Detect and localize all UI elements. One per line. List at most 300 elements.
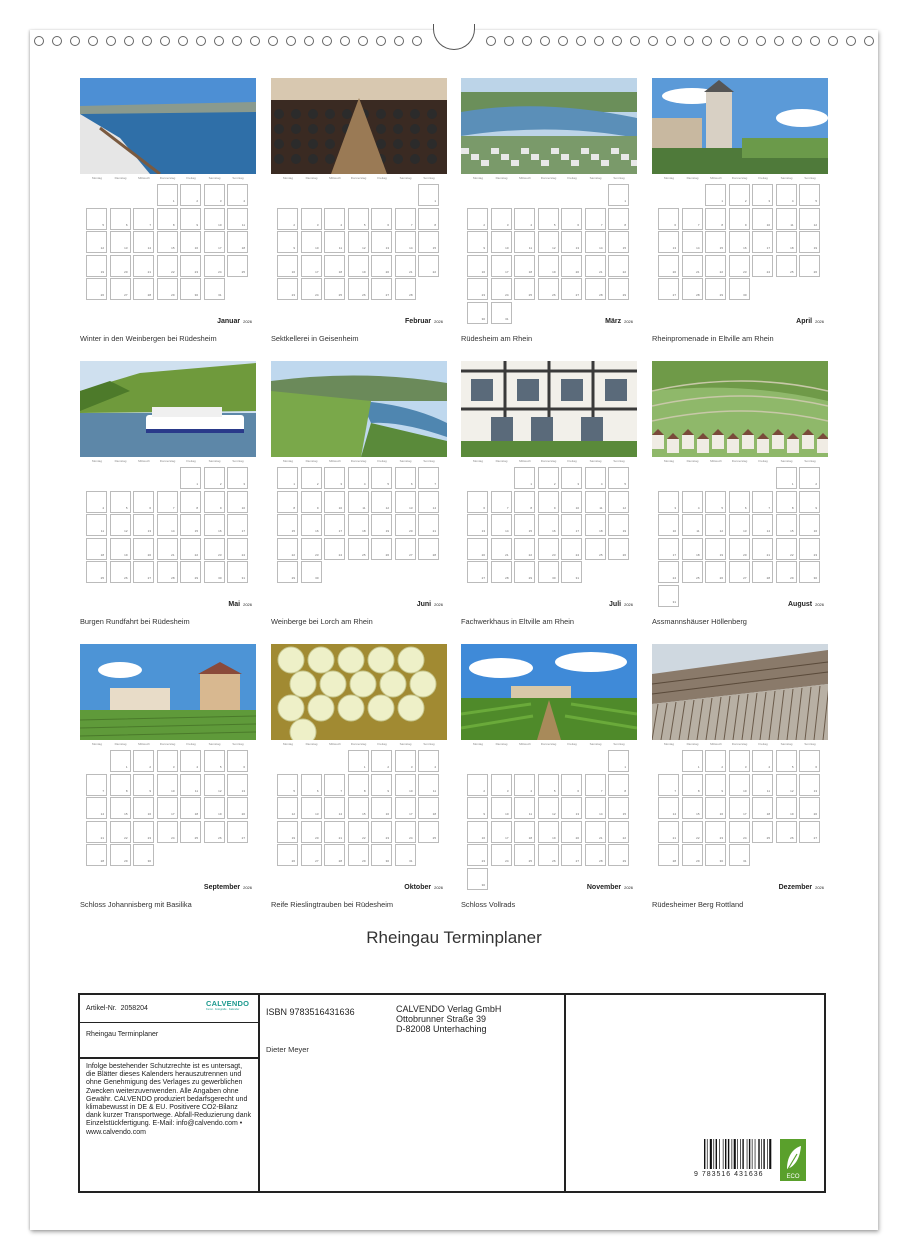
day-cell[interactable] (752, 797, 773, 819)
day-cell[interactable] (491, 844, 512, 866)
day-cell[interactable] (658, 774, 679, 796)
day-cell[interactable] (752, 208, 773, 230)
day-cell[interactable] (110, 844, 131, 866)
day-cell[interactable] (348, 797, 369, 819)
day-cell[interactable] (491, 774, 512, 796)
day-cell[interactable] (110, 231, 131, 253)
day-cell[interactable] (705, 231, 726, 253)
day-cell[interactable] (348, 750, 369, 772)
day-cell[interactable] (180, 514, 201, 536)
day-cell[interactable] (514, 278, 535, 300)
day-cell[interactable] (799, 774, 820, 796)
day-cell[interactable] (705, 821, 726, 843)
day-cell[interactable] (324, 491, 345, 513)
day-cell[interactable] (371, 491, 392, 513)
day-cell[interactable] (799, 797, 820, 819)
day-cell[interactable] (682, 797, 703, 819)
day-cell[interactable] (86, 538, 107, 560)
day-cell[interactable] (729, 844, 750, 866)
day-cell[interactable] (658, 278, 679, 300)
day-cell[interactable] (418, 231, 439, 253)
day-cell[interactable] (418, 514, 439, 536)
day-cell[interactable] (324, 797, 345, 819)
day-cell[interactable] (180, 255, 201, 277)
day-cell[interactable] (301, 561, 322, 583)
day-cell[interactable] (658, 231, 679, 253)
day-cell[interactable] (418, 491, 439, 513)
day-cell[interactable] (371, 844, 392, 866)
day-cell[interactable] (157, 491, 178, 513)
day-cell[interactable] (277, 491, 298, 513)
day-cell[interactable] (133, 538, 154, 560)
day-cell[interactable] (324, 208, 345, 230)
day-cell[interactable] (324, 844, 345, 866)
day-cell[interactable] (157, 774, 178, 796)
day-cell[interactable] (514, 208, 535, 230)
day-cell[interactable] (561, 231, 582, 253)
day-cell[interactable] (561, 255, 582, 277)
day-cell[interactable] (157, 231, 178, 253)
day-cell[interactable] (585, 491, 606, 513)
day-cell[interactable] (752, 231, 773, 253)
day-cell[interactable] (682, 491, 703, 513)
day-cell[interactable] (682, 844, 703, 866)
day-cell[interactable] (277, 774, 298, 796)
day-cell[interactable] (133, 278, 154, 300)
day-cell[interactable] (204, 208, 225, 230)
day-cell[interactable] (682, 821, 703, 843)
day-cell[interactable] (799, 514, 820, 536)
day-cell[interactable] (418, 208, 439, 230)
day-cell[interactable] (776, 538, 797, 560)
day-cell[interactable] (729, 821, 750, 843)
day-cell[interactable] (514, 561, 535, 583)
day-cell[interactable] (277, 278, 298, 300)
day-cell[interactable] (395, 231, 416, 253)
day-cell[interactable] (585, 844, 606, 866)
day-cell[interactable] (395, 750, 416, 772)
day-cell[interactable] (467, 774, 488, 796)
day-cell[interactable] (514, 514, 535, 536)
day-cell[interactable] (227, 821, 248, 843)
day-cell[interactable] (227, 208, 248, 230)
day-cell[interactable] (608, 184, 629, 206)
day-cell[interactable] (395, 514, 416, 536)
day-cell[interactable] (157, 278, 178, 300)
day-cell[interactable] (204, 514, 225, 536)
day-cell[interactable] (348, 491, 369, 513)
day-cell[interactable] (418, 750, 439, 772)
day-cell[interactable] (561, 821, 582, 843)
day-cell[interactable] (204, 231, 225, 253)
day-cell[interactable] (491, 208, 512, 230)
day-cell[interactable] (776, 491, 797, 513)
day-cell[interactable] (395, 821, 416, 843)
day-cell[interactable] (204, 278, 225, 300)
day-cell[interactable] (180, 750, 201, 772)
day-cell[interactable] (799, 184, 820, 206)
day-cell[interactable] (752, 774, 773, 796)
day-cell[interactable] (133, 750, 154, 772)
day-cell[interactable] (348, 231, 369, 253)
day-cell[interactable] (561, 514, 582, 536)
day-cell[interactable] (585, 255, 606, 277)
day-cell[interactable] (180, 184, 201, 206)
day-cell[interactable] (371, 538, 392, 560)
day-cell[interactable] (658, 797, 679, 819)
day-cell[interactable] (301, 844, 322, 866)
day-cell[interactable] (157, 514, 178, 536)
day-cell[interactable] (110, 278, 131, 300)
day-cell[interactable] (227, 797, 248, 819)
day-cell[interactable] (729, 538, 750, 560)
day-cell[interactable] (682, 278, 703, 300)
day-cell[interactable] (799, 821, 820, 843)
day-cell[interactable] (608, 278, 629, 300)
day-cell[interactable] (682, 514, 703, 536)
day-cell[interactable] (277, 561, 298, 583)
day-cell[interactable] (301, 514, 322, 536)
day-cell[interactable] (682, 561, 703, 583)
day-cell[interactable] (799, 538, 820, 560)
day-cell[interactable] (467, 255, 488, 277)
day-cell[interactable] (682, 538, 703, 560)
day-cell[interactable] (776, 797, 797, 819)
day-cell[interactable] (395, 774, 416, 796)
day-cell[interactable] (491, 561, 512, 583)
day-cell[interactable] (110, 774, 131, 796)
day-cell[interactable] (371, 467, 392, 489)
day-cell[interactable] (729, 184, 750, 206)
day-cell[interactable] (227, 467, 248, 489)
day-cell[interactable] (705, 797, 726, 819)
day-cell[interactable] (371, 231, 392, 253)
day-cell[interactable] (204, 184, 225, 206)
day-cell[interactable] (799, 750, 820, 772)
day-cell[interactable] (467, 538, 488, 560)
day-cell[interactable] (514, 491, 535, 513)
day-cell[interactable] (324, 774, 345, 796)
day-cell[interactable] (538, 208, 559, 230)
day-cell[interactable] (277, 255, 298, 277)
day-cell[interactable] (514, 844, 535, 866)
day-cell[interactable] (561, 561, 582, 583)
day-cell[interactable] (561, 208, 582, 230)
day-cell[interactable] (157, 797, 178, 819)
day-cell[interactable] (133, 491, 154, 513)
day-cell[interactable] (133, 797, 154, 819)
day-cell[interactable] (277, 844, 298, 866)
day-cell[interactable] (705, 491, 726, 513)
day-cell[interactable] (491, 538, 512, 560)
day-cell[interactable] (608, 538, 629, 560)
day-cell[interactable] (752, 821, 773, 843)
day-cell[interactable] (467, 231, 488, 253)
day-cell[interactable] (277, 231, 298, 253)
day-cell[interactable] (371, 278, 392, 300)
day-cell[interactable] (776, 514, 797, 536)
day-cell[interactable] (561, 278, 582, 300)
day-cell[interactable] (776, 561, 797, 583)
day-cell[interactable] (227, 491, 248, 513)
day-cell[interactable] (301, 491, 322, 513)
day-cell[interactable] (301, 774, 322, 796)
day-cell[interactable] (371, 514, 392, 536)
day-cell[interactable] (705, 561, 726, 583)
day-cell[interactable] (395, 797, 416, 819)
day-cell[interactable] (608, 774, 629, 796)
day-cell[interactable] (561, 774, 582, 796)
day-cell[interactable] (133, 821, 154, 843)
day-cell[interactable] (348, 514, 369, 536)
day-cell[interactable] (514, 797, 535, 819)
day-cell[interactable] (729, 774, 750, 796)
day-cell[interactable] (324, 255, 345, 277)
day-cell[interactable] (227, 561, 248, 583)
day-cell[interactable] (491, 797, 512, 819)
day-cell[interactable] (157, 208, 178, 230)
day-cell[interactable] (585, 774, 606, 796)
day-cell[interactable] (608, 797, 629, 819)
day-cell[interactable] (705, 208, 726, 230)
day-cell[interactable] (538, 821, 559, 843)
day-cell[interactable] (180, 797, 201, 819)
day-cell[interactable] (180, 208, 201, 230)
day-cell[interactable] (776, 255, 797, 277)
day-cell[interactable] (133, 561, 154, 583)
day-cell[interactable] (301, 467, 322, 489)
day-cell[interactable] (658, 514, 679, 536)
day-cell[interactable] (86, 491, 107, 513)
day-cell[interactable] (371, 797, 392, 819)
day-cell[interactable] (538, 231, 559, 253)
day-cell[interactable] (86, 514, 107, 536)
day-cell[interactable] (348, 278, 369, 300)
day-cell[interactable] (799, 561, 820, 583)
day-cell[interactable] (418, 821, 439, 843)
day-cell[interactable] (729, 231, 750, 253)
day-cell[interactable] (348, 467, 369, 489)
day-cell[interactable] (277, 797, 298, 819)
day-cell[interactable] (514, 467, 535, 489)
day-cell[interactable] (86, 774, 107, 796)
day-cell[interactable] (157, 255, 178, 277)
day-cell[interactable] (86, 255, 107, 277)
day-cell[interactable] (180, 467, 201, 489)
day-cell[interactable] (467, 278, 488, 300)
day-cell[interactable] (86, 208, 107, 230)
day-cell[interactable] (110, 750, 131, 772)
day-cell[interactable] (395, 255, 416, 277)
day-cell[interactable] (658, 255, 679, 277)
day-cell[interactable] (752, 184, 773, 206)
day-cell[interactable] (204, 750, 225, 772)
day-cell[interactable] (729, 797, 750, 819)
day-cell[interactable] (133, 208, 154, 230)
day-cell[interactable] (682, 750, 703, 772)
day-cell[interactable] (705, 255, 726, 277)
day-cell[interactable] (204, 538, 225, 560)
day-cell[interactable] (227, 184, 248, 206)
day-cell[interactable] (157, 561, 178, 583)
day-cell[interactable] (585, 797, 606, 819)
day-cell[interactable] (418, 797, 439, 819)
day-cell[interactable] (608, 514, 629, 536)
day-cell[interactable] (752, 561, 773, 583)
day-cell[interactable] (491, 514, 512, 536)
day-cell[interactable] (86, 278, 107, 300)
day-cell[interactable] (301, 278, 322, 300)
day-cell[interactable] (348, 821, 369, 843)
day-cell[interactable] (799, 467, 820, 489)
day-cell[interactable] (348, 844, 369, 866)
day-cell[interactable] (301, 255, 322, 277)
day-cell[interactable] (204, 774, 225, 796)
day-cell[interactable] (776, 467, 797, 489)
day-cell[interactable] (491, 302, 512, 324)
day-cell[interactable] (227, 514, 248, 536)
day-cell[interactable] (658, 821, 679, 843)
day-cell[interactable] (86, 844, 107, 866)
day-cell[interactable] (538, 491, 559, 513)
day-cell[interactable] (729, 750, 750, 772)
day-cell[interactable] (301, 538, 322, 560)
day-cell[interactable] (585, 514, 606, 536)
day-cell[interactable] (86, 797, 107, 819)
day-cell[interactable] (799, 255, 820, 277)
day-cell[interactable] (608, 467, 629, 489)
day-cell[interactable] (301, 797, 322, 819)
day-cell[interactable] (348, 538, 369, 560)
day-cell[interactable] (86, 561, 107, 583)
day-cell[interactable] (799, 491, 820, 513)
day-cell[interactable] (324, 538, 345, 560)
day-cell[interactable] (729, 491, 750, 513)
day-cell[interactable] (324, 467, 345, 489)
day-cell[interactable] (324, 821, 345, 843)
day-cell[interactable] (658, 844, 679, 866)
day-cell[interactable] (110, 821, 131, 843)
day-cell[interactable] (491, 231, 512, 253)
day-cell[interactable] (776, 774, 797, 796)
day-cell[interactable] (705, 750, 726, 772)
day-cell[interactable] (658, 208, 679, 230)
day-cell[interactable] (538, 797, 559, 819)
day-cell[interactable] (133, 231, 154, 253)
day-cell[interactable] (348, 208, 369, 230)
day-cell[interactable] (538, 255, 559, 277)
day-cell[interactable] (371, 208, 392, 230)
day-cell[interactable] (682, 774, 703, 796)
day-cell[interactable] (133, 514, 154, 536)
day-cell[interactable] (277, 208, 298, 230)
day-cell[interactable] (204, 467, 225, 489)
day-cell[interactable] (110, 491, 131, 513)
day-cell[interactable] (371, 821, 392, 843)
day-cell[interactable] (227, 750, 248, 772)
day-cell[interactable] (561, 538, 582, 560)
day-cell[interactable] (752, 538, 773, 560)
day-cell[interactable] (133, 844, 154, 866)
day-cell[interactable] (277, 538, 298, 560)
day-cell[interactable] (561, 491, 582, 513)
day-cell[interactable] (395, 278, 416, 300)
day-cell[interactable] (776, 821, 797, 843)
day-cell[interactable] (608, 844, 629, 866)
day-cell[interactable] (514, 774, 535, 796)
day-cell[interactable] (752, 750, 773, 772)
day-cell[interactable] (86, 231, 107, 253)
day-cell[interactable] (608, 255, 629, 277)
day-cell[interactable] (277, 467, 298, 489)
day-cell[interactable] (729, 561, 750, 583)
day-cell[interactable] (538, 278, 559, 300)
day-cell[interactable] (752, 255, 773, 277)
day-cell[interactable] (682, 255, 703, 277)
day-cell[interactable] (799, 231, 820, 253)
day-cell[interactable] (682, 231, 703, 253)
day-cell[interactable] (395, 844, 416, 866)
day-cell[interactable] (157, 538, 178, 560)
day-cell[interactable] (227, 231, 248, 253)
day-cell[interactable] (371, 255, 392, 277)
day-cell[interactable] (180, 278, 201, 300)
day-cell[interactable] (180, 561, 201, 583)
day-cell[interactable] (561, 797, 582, 819)
day-cell[interactable] (561, 467, 582, 489)
day-cell[interactable] (180, 231, 201, 253)
day-cell[interactable] (585, 208, 606, 230)
day-cell[interactable] (467, 514, 488, 536)
day-cell[interactable] (776, 208, 797, 230)
day-cell[interactable] (658, 491, 679, 513)
day-cell[interactable] (180, 538, 201, 560)
day-cell[interactable] (418, 538, 439, 560)
day-cell[interactable] (585, 821, 606, 843)
day-cell[interactable] (418, 184, 439, 206)
day-cell[interactable] (157, 821, 178, 843)
day-cell[interactable] (705, 184, 726, 206)
day-cell[interactable] (585, 467, 606, 489)
day-cell[interactable] (776, 231, 797, 253)
day-cell[interactable] (467, 302, 488, 324)
day-cell[interactable] (180, 774, 201, 796)
day-cell[interactable] (585, 278, 606, 300)
day-cell[interactable] (301, 208, 322, 230)
day-cell[interactable] (204, 821, 225, 843)
day-cell[interactable] (204, 255, 225, 277)
day-cell[interactable] (418, 255, 439, 277)
day-cell[interactable] (277, 514, 298, 536)
day-cell[interactable] (729, 255, 750, 277)
day-cell[interactable] (705, 844, 726, 866)
day-cell[interactable] (324, 278, 345, 300)
day-cell[interactable] (277, 821, 298, 843)
day-cell[interactable] (799, 208, 820, 230)
day-cell[interactable] (133, 774, 154, 796)
day-cell[interactable] (467, 844, 488, 866)
day-cell[interactable] (467, 491, 488, 513)
day-cell[interactable] (395, 208, 416, 230)
day-cell[interactable] (110, 514, 131, 536)
day-cell[interactable] (467, 868, 488, 890)
day-cell[interactable] (371, 774, 392, 796)
day-cell[interactable] (110, 561, 131, 583)
day-cell[interactable] (204, 561, 225, 583)
day-cell[interactable] (491, 278, 512, 300)
day-cell[interactable] (227, 538, 248, 560)
day-cell[interactable] (491, 491, 512, 513)
